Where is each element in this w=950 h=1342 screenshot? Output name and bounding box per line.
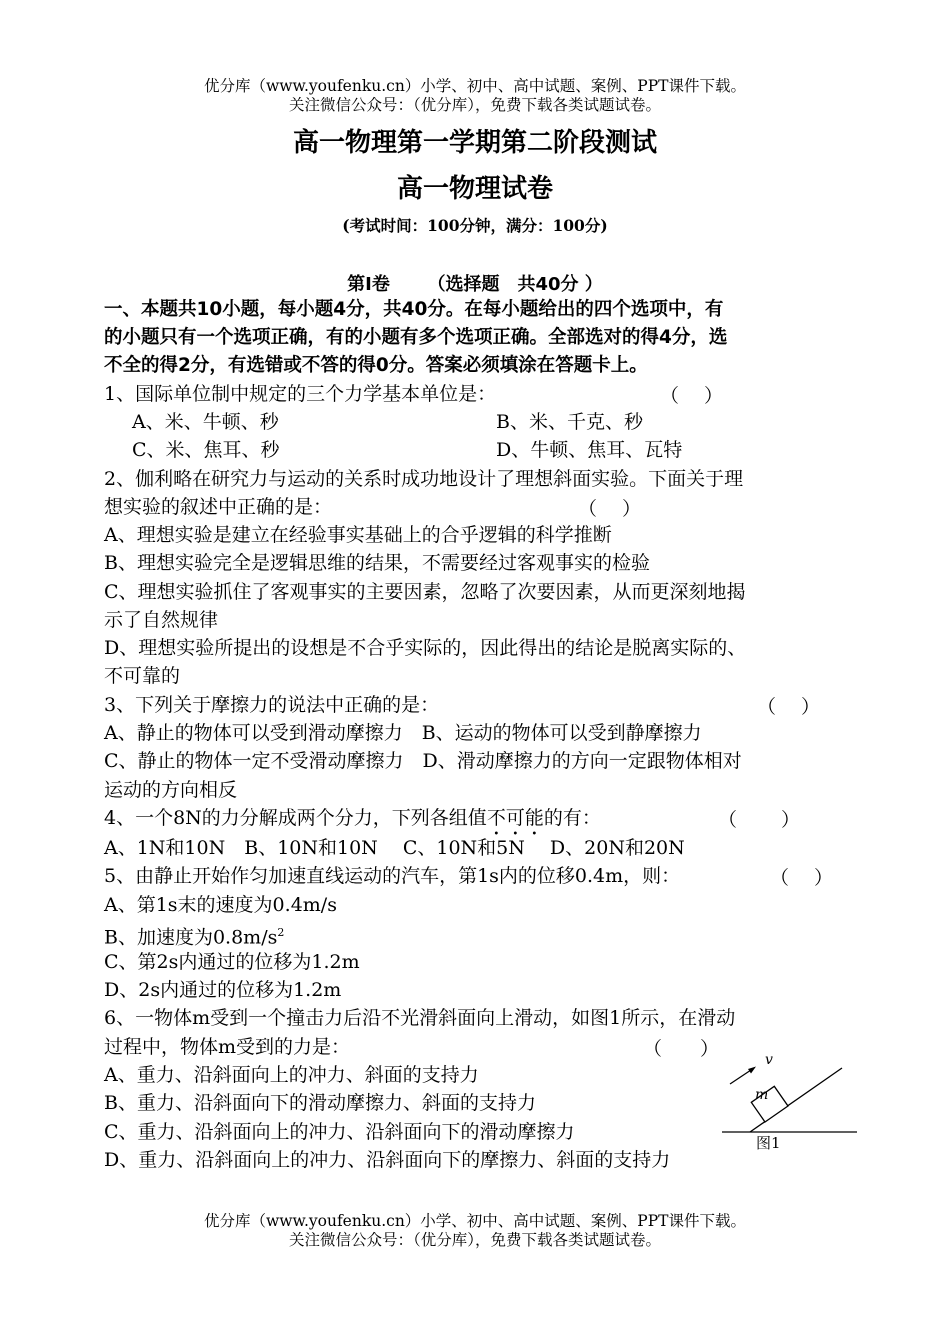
- q4-answer-bracket: （ ）: [718, 809, 801, 831]
- instruction-line-1: 一、本题共10小题，每小题4分，共40分。在每小题给出的四个选项中，有: [104, 299, 724, 320]
- q2-option-b: B、理想实验完全是逻辑思维的结果，不需要经过客观事实的检验: [104, 552, 650, 574]
- mass-label: m: [755, 1087, 769, 1103]
- velocity-arrow-head: [748, 1067, 756, 1074]
- instruction-line-3: 不全的得2分，有选错或不答的得0分。答案必须填涂在答题卡上。: [104, 355, 648, 376]
- q3-stem: 3、下列关于摩擦力的说法中正确的是：: [104, 694, 440, 716]
- footer-line-2: 关注微信公众号：（优分库），免费下载各类试题试卷。: [288, 1231, 661, 1249]
- q4-stem-post: 的有：: [543, 807, 601, 829]
- q5-option-c: C、第2s内通过的位移为1.2m: [104, 951, 360, 973]
- q2-option-a: A、理想实验是建立在经验事实基础上的合乎逻辑的科学推断: [104, 524, 612, 546]
- velocity-label: v: [765, 1052, 773, 1068]
- q1-option-c: C、米、焦耳、秒: [132, 439, 280, 461]
- q5-option-b-text: B、加速度为0.8m/s: [104, 926, 278, 949]
- q5-answer-bracket: （ ）: [770, 867, 834, 889]
- figure-caption: 图1: [756, 1134, 781, 1152]
- q2-answer-bracket: （ ）: [578, 498, 642, 520]
- part-heading: [0, 270, 950, 296]
- q3-options-ab: A、静止的物体可以受到滑动摩擦力 B、运动的物体可以受到静摩擦力: [104, 722, 702, 744]
- q5-option-b-sup: 2: [277, 926, 285, 939]
- q2-option-c-2: 示了自然规律: [104, 609, 219, 631]
- q5-option-b: [104, 920, 284, 950]
- q6-stem-1: 6、一物体m受到一个撞击力后沿不光滑斜面向上滑动，如图1所示，在滑动: [104, 1007, 736, 1029]
- q2-stem-2: 想实验的叙述中正确的是：: [104, 496, 333, 518]
- q6-option-d: D、重力、沿斜面向上的冲力、沿斜面向下的摩擦力、斜面的支持力: [104, 1149, 671, 1171]
- q2-option-d-1: D、理想实验所提出的设想是不合乎实际的，因此得出的结论是脱离实际的、: [104, 637, 747, 659]
- exam-title: 高一物理第一学期第二阶段测试: [292, 128, 657, 158]
- q5-option-d: D、2s内通过的位移为1.2m: [104, 979, 342, 1001]
- q6-answer-bracket: （ ）: [643, 1038, 720, 1060]
- footer-line-1: 优分库（www.youfenku.cn）小学、初中、高中试题、案例、PPT课件下载。: [203, 1212, 747, 1230]
- page-footer: [0, 1212, 950, 1250]
- q4-options: A、1N和10N B、10N和10N C、10N和5N D、20N和20N: [104, 837, 685, 859]
- header-line-2: 关注微信公众号：（优分库），免费下载各类试题试卷。: [288, 96, 661, 114]
- part-label: 第Ⅰ卷: [347, 274, 390, 295]
- figure-1-incline: [722, 1050, 862, 1155]
- header-line-1: 优分库（www.youfenku.cn）小学、初中、高中试题、案例、PPT课件下载。: [203, 77, 747, 95]
- q6-option-c: C、重力、沿斜面向上的冲力、沿斜面向下的滑动摩擦力: [104, 1121, 575, 1143]
- q1-stem: 1、国际单位制中规定的三个力学基本单位是：: [104, 383, 497, 405]
- q2-option-d-2: 不可靠的: [104, 665, 181, 687]
- q3-answer-bracket: （ ）: [757, 696, 821, 718]
- q3-option-d-cont: 运动的方向相反: [104, 779, 238, 801]
- q6-option-b: B、重力、沿斜面向下的滑动摩擦力、斜面的支持力: [104, 1092, 536, 1114]
- q5-option-a: A、第1s末的速度为0.4m/s: [104, 894, 337, 916]
- q1-answer-bracket: （ ）: [660, 385, 724, 407]
- q4-stem-emphasis: 不可能: [486, 807, 544, 829]
- q6-option-a: A、重力、沿斜面向上的冲力、斜面的支持力: [104, 1064, 479, 1086]
- part-desc: （选择题 共40分 ）: [427, 274, 603, 295]
- q1-option-a: A、米、牛顿、秒: [132, 411, 279, 433]
- page-header: [0, 77, 950, 115]
- q4-stem-pre: 4、一个8N的力分解成两个分力，下列各组值: [104, 807, 487, 829]
- q6-stem-2: 过程中，物体m受到的力是：: [104, 1036, 351, 1058]
- q1-option-d: D、牛顿、焦耳、瓦特: [496, 439, 683, 461]
- exam-info: (考试时间：100分钟，满分：100分): [342, 216, 608, 235]
- q3-options-cd: C、静止的物体一定不受滑动摩擦力 D、滑动摩擦力的方向一定跟物体相对: [104, 750, 742, 772]
- q2-option-c-1: C、理想实验抓住了客观事实的主要因素，忽略了次要因素，从而更深刻地揭: [104, 581, 746, 603]
- q2-stem-1: 2、伽利略在研究力与运动的关系时成功地设计了理想斜面实验。下面关于理: [104, 468, 744, 490]
- exam-subtitle: 高一物理试卷: [396, 174, 553, 204]
- q5-stem: 5、由静止开始作匀加速直线运动的汽车，第1s内的位移0.4m，则：: [104, 865, 681, 887]
- q1-option-b: B、米、千克、秒: [496, 411, 643, 433]
- instruction-line-2: 的小题只有一个选项正确，有的小题有多个选项正确。全部选对的得4分，选: [104, 327, 728, 348]
